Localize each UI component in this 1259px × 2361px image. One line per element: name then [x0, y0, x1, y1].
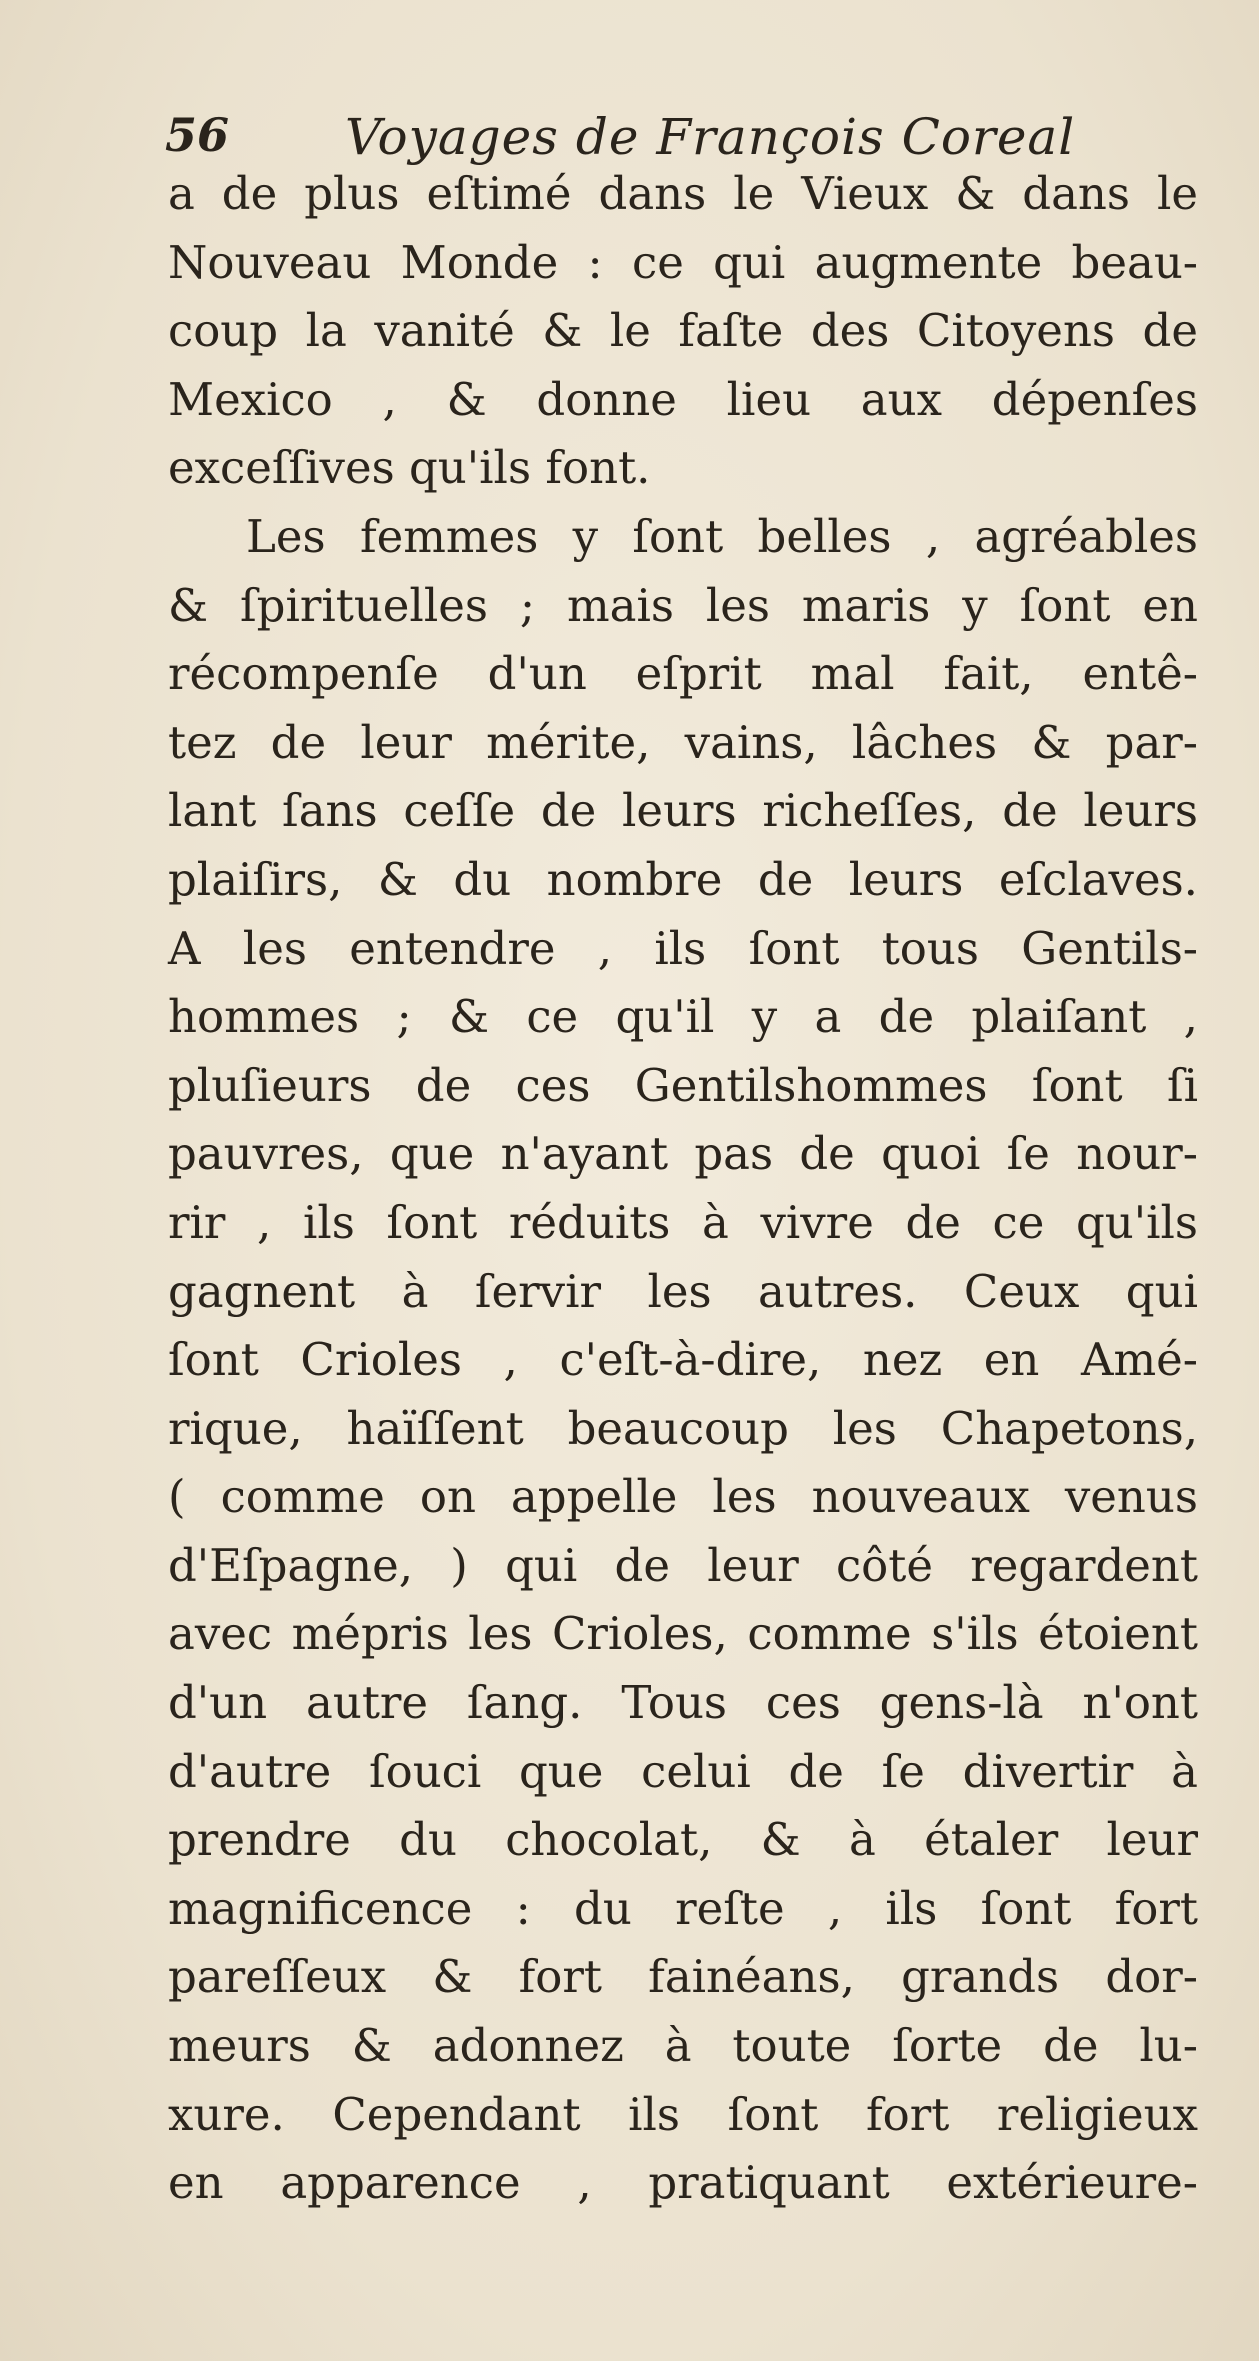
text-line: récompenſe d'un eſprit mal fait, entê- [168, 647, 1198, 701]
text-line: tez de leur mérite, vains, lâches & par- [168, 715, 1198, 769]
running-title: Voyages de François Coreal [345, 108, 1076, 166]
text-line: hommes ; & ce qu'il y a de plaiſant , [168, 990, 1198, 1044]
text-line: d'Eſpagne, ) qui de leur côté regardent [168, 1538, 1198, 1592]
text-line: A les entendre , ils ſont tous Gentils- [168, 921, 1198, 975]
text-line: rique, haïſſent beaucoup les Chapetons, [168, 1401, 1198, 1455]
text-line: Les femmes y ſont belles , agréables [246, 509, 1198, 563]
text-line: meurs & adonnez à toute ſorte de lu- [168, 2019, 1198, 2073]
text-line: ſont Crioles , c'eſt-à-dire, nez en Amé- [168, 1333, 1198, 1387]
text-line: xure. Cependant ils ſont fort religieux [168, 2087, 1198, 2141]
text-line: d'autre ſouci que celui de ſe divertir à [168, 1744, 1198, 1798]
text-line: gagnent à ſervir les autres. Ceux qui [168, 1264, 1198, 1318]
text-line: exceſſives qu'ils font. [168, 441, 651, 495]
text-line: rir , ils ſont réduits à vivre de ce qu'ils [168, 1195, 1198, 1249]
text-line: pareſſeux & fort fainéans, grands dor- [168, 1950, 1198, 2004]
text-line: Mexico , & donne lieu aux dépenſes [168, 372, 1198, 426]
text-line: d'un autre ſang. Tous ces gens-là n'ont [168, 1676, 1198, 1730]
text-line: plaiſirs, & du nombre de leurs eſclaves. [168, 852, 1198, 906]
text-line: avec mépris les Crioles, comme s'ils étoient [168, 1607, 1198, 1661]
text-line: & ſpirituelles ; mais les maris y ſont en [168, 578, 1198, 632]
text-line: ( comme on appelle les nouveaux venus [168, 1470, 1198, 1524]
text-line: prendre du chocolat, & à étaler leur [168, 1813, 1198, 1867]
text-line: magnificence : du reſte , ils ſont fort [168, 1881, 1198, 1935]
text-line: a de plus eſtimé dans le Vieux & dans le [168, 167, 1198, 220]
text-line: pluſieurs de ces Gentilshommes ſont ſi [168, 1058, 1198, 1112]
body-text [168, 160, 1198, 2218]
page-number: 56 [165, 108, 230, 162]
text-line: Nouveau Monde : ce qui augmente beau- [168, 235, 1198, 289]
text-line: lant ſans ceſſe de leurs richeſſes, de leurs [168, 784, 1198, 838]
text-line: pauvres, que n'ayant pas de quoi ſe nour- [168, 1127, 1198, 1181]
text-line: en apparence , pratiquant extérieure- [168, 2156, 1198, 2210]
text-line: coup la vanité & le faſte des Citoyens de [168, 304, 1198, 358]
